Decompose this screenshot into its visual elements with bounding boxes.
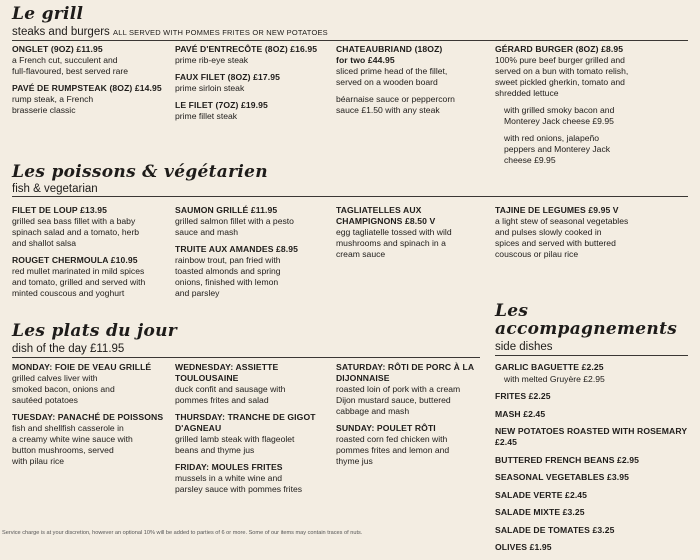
menu-item-description: prime rib-eye steak xyxy=(175,55,249,65)
menu-item-name: SATURDAY: RÔTI DE PORC À LA DIJONNAISE xyxy=(336,362,475,383)
fish-title: Les poissons & végétarien xyxy=(12,162,268,182)
menu-item-name: TAJINE DE LEGUMES £9.95 V xyxy=(495,205,619,215)
plats-title: Les plats du jour xyxy=(12,321,178,341)
menu-item-name: SUNDAY: POULET RÔTI xyxy=(336,423,436,433)
menu-item xyxy=(175,100,335,122)
menu-item-description: mussels in a white wine and parsley sauce with pommes frites xyxy=(175,473,303,494)
sides-title-line2: accompagnements xyxy=(495,319,678,339)
side-dish-name: FRITES £2.25 xyxy=(495,391,551,401)
menu-item-name: WEDNESDAY: ASSIETTE TOULOUSAINE xyxy=(175,362,279,383)
menu-item xyxy=(336,205,496,260)
plats-subtitle: dish of the day £11.95 xyxy=(12,343,125,355)
side-dish-name: NEW POTATOES ROASTED WITH ROSEMARY £2.45 xyxy=(495,426,687,447)
menu-item xyxy=(12,362,174,406)
menu-item-name: THURSDAY: TRANCHE DE GIGOT D'AGNEAU xyxy=(175,412,316,433)
menu-item xyxy=(12,412,174,467)
menu-item-description: grilled sea bass fillet with a baby spinach salad and a tomato, herb and shallot salsa xyxy=(12,216,140,248)
menu-item-description: rainbow trout, pan fried with toasted almonds and spring onions, finished with lemon and parsley xyxy=(175,255,281,298)
menu-item-name: SAUMON GRILLÉ £11.95 xyxy=(175,205,278,215)
menu-item-name: TUESDAY: PANACHÉ DE POISSONS xyxy=(12,412,164,422)
fish-col-1 xyxy=(12,205,174,305)
sides-title-line1: Les xyxy=(495,301,529,321)
menu-item xyxy=(336,94,496,116)
menu-item-description: with red onions, jalapeño peppers and Monterey Jack cheese £9.95 xyxy=(504,133,611,165)
grill-col-1 xyxy=(12,44,172,122)
menu-item xyxy=(175,462,335,495)
menu-item xyxy=(495,44,685,99)
menu-item-description: prime fillet steak xyxy=(175,111,238,121)
menu-item xyxy=(175,205,335,238)
menu-item-description: sliced prime head of the fillet, served on a wooden board xyxy=(336,66,448,87)
grill-subtitle-text: steaks and burgers xyxy=(12,26,110,38)
menu-item-name: FRIDAY: MOULES FRITES xyxy=(175,462,283,472)
menu-item-description: grilled lamb steak with flageolet beans and thyme jus xyxy=(175,434,295,455)
menu-item-description: a French cut, succulent and full-flavoured, best served rare xyxy=(12,55,129,76)
menu-item-description: egg tagliatelle tossed with wild mushrooms and spinach in a cream sauce xyxy=(336,227,452,259)
sides-subtitle: side dishes xyxy=(495,341,553,353)
menu-item-description: a light stew of seasonal vegetables and pulses slowly cooked in spices and served with buttered couscous or pilau rice xyxy=(495,216,629,259)
side-dish-name: OLIVES £1.95 xyxy=(495,542,552,552)
plats-col-3 xyxy=(336,362,496,473)
grill-rule xyxy=(12,40,688,41)
menu-item-name: TAGLIATELLES AUX CHAMPIGNONS £8.50 V xyxy=(336,205,436,226)
menu-item-name: FAUX FILET (8OZ) £17.95 xyxy=(175,72,280,82)
menu-item xyxy=(12,44,172,77)
fish-col-3 xyxy=(336,205,496,266)
menu-item-name: ONGLET (9OZ) £11.95 xyxy=(12,44,103,54)
menu-item xyxy=(495,205,685,260)
menu-item xyxy=(175,72,335,94)
fish-subtitle: fish & vegetarian xyxy=(12,183,98,195)
menu-item xyxy=(175,44,335,66)
menu-item-name: FILET DE LOUP £13.95 xyxy=(12,205,107,215)
menu-item xyxy=(336,423,496,467)
grill-subtitle xyxy=(12,26,328,39)
footer-note: Service charge is at your discretion, however an optional 10% will be added to parties of 6 or more. Some of our items may contain traces of nuts. xyxy=(2,530,363,536)
plats-rule xyxy=(12,357,480,358)
menu-item-name: MONDAY: FOIE DE VEAU GRILLÉ xyxy=(12,362,152,372)
menu-item-description: fish and shellfish casserole in a creamy white wine sauce with button mushrooms, served with pilau rice xyxy=(12,423,133,466)
fish-col-4 xyxy=(495,205,685,266)
menu-item-description: béarnaise sauce or peppercorn sauce £1.50 with any steak xyxy=(336,94,455,115)
menu-item xyxy=(175,244,335,299)
fish-col-2 xyxy=(175,205,335,305)
side-dish-description: with melted Gruyère £2.95 xyxy=(504,374,605,384)
grill-note: ALL SERVED WITH POMMES FRITES OR NEW POTATOES xyxy=(113,28,328,37)
menu-item xyxy=(12,83,172,116)
menu-item-description: prime sirloin steak xyxy=(175,83,245,93)
menu-item xyxy=(495,133,685,166)
menu-item-name: ROUGET CHERMOULA £10.95 xyxy=(12,255,138,265)
plats-col-2 xyxy=(175,362,335,501)
menu-item xyxy=(495,105,685,127)
menu-item-description: 100% pure beef burger grilled and served on a bun with tomato relish, sweet pickled gherkin, tomato and shredded lettuce xyxy=(495,55,629,98)
menu-item-description: grilled salmon fillet with a pesto sauce and mash xyxy=(175,216,294,237)
fish-rule xyxy=(12,196,688,197)
sides-rule xyxy=(495,355,688,356)
menu-item xyxy=(12,205,174,249)
menu-item-name: GÉRARD BURGER (8OZ) £8.95 xyxy=(495,44,624,54)
menu-item-description: roasted corn fed chicken with pommes frites and lemon and thyme jus xyxy=(336,434,450,466)
menu-item-name: TRUITE AUX AMANDES £8.95 xyxy=(175,244,299,254)
menu-item-description: grilled calves liver with smoked bacon, onions and sautéed potatoes xyxy=(12,373,115,405)
menu-item-name: CHATEAUBRIAND (18OZ) for two £44.95 xyxy=(336,44,443,65)
menu-item xyxy=(336,362,496,417)
side-dish-name: SALADE DE TOMATES £3.25 xyxy=(495,524,615,535)
menu-item xyxy=(175,362,335,406)
sides-list xyxy=(495,362,695,560)
grill-col-4 xyxy=(495,44,685,172)
side-dish-name: SEASONAL VEGETABLES £3.95 xyxy=(495,472,629,482)
menu-item-name: PAVÉ DE RUMPSTEAK (8OZ) £14.95 xyxy=(12,83,162,93)
side-dish-name: SALADE MIXTE £3.25 xyxy=(495,507,585,517)
menu-item-name: PAVÉ D'ENTRECÔTE (8OZ) £16.95 xyxy=(175,44,318,54)
grill-title: Le grill xyxy=(12,4,84,24)
menu-item xyxy=(12,255,174,299)
menu-item-description: roasted loin of pork with a cream Dijon mustard sauce, buttered cabbage and mash xyxy=(336,384,461,416)
menu-item-name: LE FILET (7OZ) £19.95 xyxy=(175,100,268,110)
grill-col-2 xyxy=(175,44,335,128)
side-dish-name: GARLIC BAGUETTE £2.25 xyxy=(495,362,604,372)
menu-item xyxy=(175,412,335,456)
menu-item-description: with grilled smoky bacon and Monterey Jack cheese £9.95 xyxy=(504,105,615,126)
plats-col-1 xyxy=(12,362,174,473)
menu-item-description: rump steak, a French brasserie classic xyxy=(12,94,94,115)
menu-item xyxy=(336,44,496,88)
side-dish-name: BUTTERED FRENCH BEANS £2.95 xyxy=(495,454,640,465)
side-dish-name: MASH £2.45 xyxy=(495,408,546,419)
grill-col-3 xyxy=(336,44,496,122)
menu-item-description: red mullet marinated in mild spices and tomato, grilled and served with minted couscous and yoghurt xyxy=(12,266,146,298)
menu-item-description: duck confit and sausage with pommes frites and salad xyxy=(175,384,286,405)
side-dish-name: SALADE VERTE £2.45 xyxy=(495,489,588,500)
